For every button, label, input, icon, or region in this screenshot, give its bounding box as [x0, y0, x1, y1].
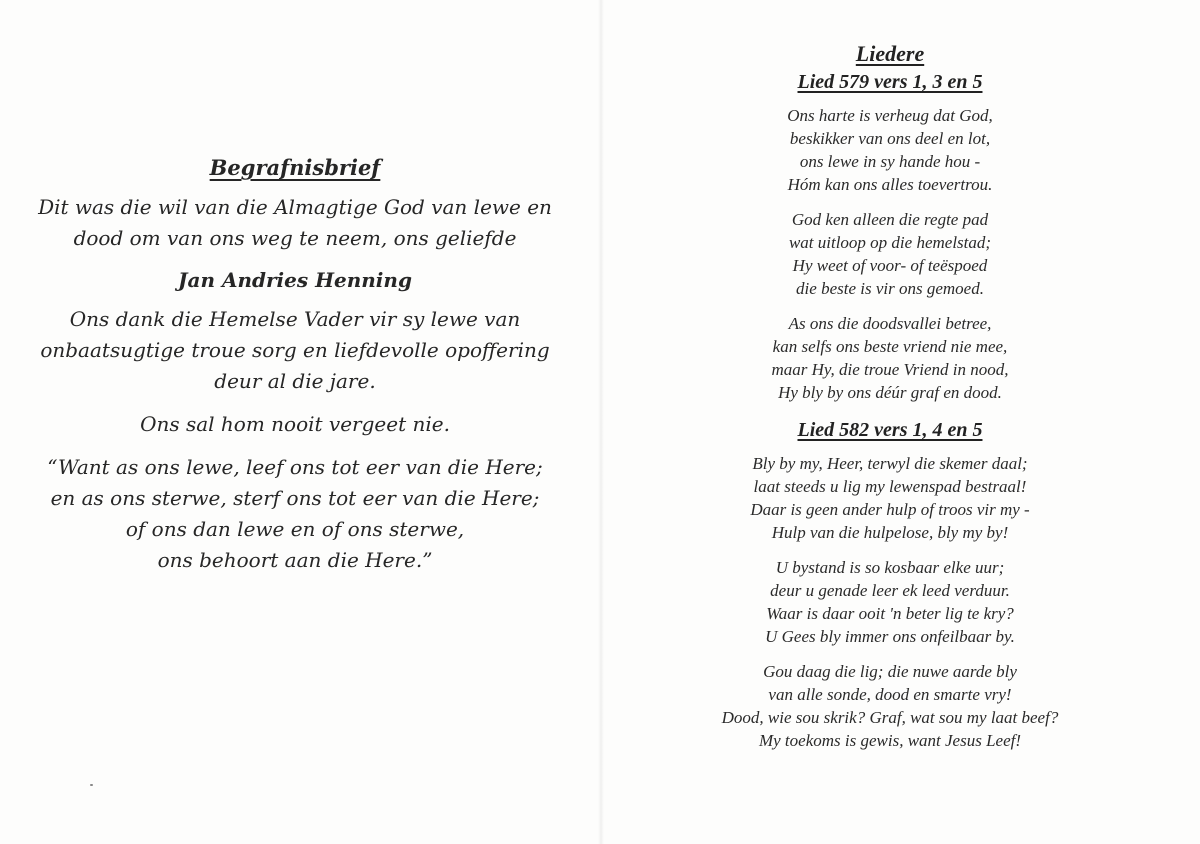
thanks-line: Ons dank die Hemelse Vader vir sy lewe van [69, 307, 521, 331]
verse-line: Hóm kan ons alles toevertrou. [787, 175, 993, 194]
verse-line: U bystand is so kosbaar elke uur; [775, 558, 1005, 577]
verse-line: beskikker van ons deel en lot, [789, 129, 991, 148]
verse-line: As ons die doodsvallei betree, [788, 314, 992, 333]
paper-speck [90, 784, 93, 786]
hymns-title: Liedere [855, 41, 925, 66]
verse-line: Gou daag die lig; die nuwe aarde bly [763, 662, 1017, 681]
hymn-heading: Lied 579 vers 1, 3 en 5 [797, 71, 983, 93]
thanks-paragraph [30, 304, 560, 397]
intro-paragraph [30, 192, 560, 254]
stanza [670, 660, 1110, 752]
verse-line: Dood, wie sou skrik? Graf, wat sou my laat beef? [721, 708, 1059, 727]
thanks-line: onbaatsugtige troue sorg en liefdevolle opoffering [40, 338, 550, 362]
verse-line: U Gees bly immer ons onfeilbaar by. [765, 627, 1015, 646]
thanks-line: deur al die jare. [214, 369, 376, 393]
verse-line: wat uitloop op die hemelstad; [788, 233, 992, 252]
verse-line: God ken alleen die regte pad [791, 210, 989, 229]
stanza [670, 556, 1110, 648]
verse-line: My toekoms is gewis, want Jesus Leef! [758, 731, 1022, 750]
verse-line: van alle sonde, dood en smarte vry! [768, 685, 1012, 704]
quote-line: en as ons sterwe, sterf ons tot eer van die Here; [50, 486, 540, 510]
verse-line: Ons harte is verheug dat God, [787, 106, 993, 125]
verse-line: Waar is daar ooit 'n beter lig te kry? [766, 604, 1014, 623]
stanza [670, 104, 1110, 196]
verse-line: kan selfs ons beste vriend nie mee, [772, 337, 1008, 356]
stanza [670, 452, 1110, 544]
verse-line: Daar is geen ander hulp of troos vir my - [750, 500, 1030, 519]
letter-title: Begrafnisbrief [209, 155, 381, 180]
stanza [670, 208, 1110, 300]
quote-line: “Want as ons lewe, leef ons tot eer van die Here; [47, 455, 543, 479]
deceased-name: Jan Andries Henning [178, 268, 412, 292]
scripture-quote [30, 452, 560, 576]
never-forget-line: Ons sal hom nooit vergeet nie. [140, 412, 450, 436]
right-page [600, 0, 1200, 844]
hymns-section [670, 40, 1110, 764]
intro-line: Dit was die wil van die Almagtige God van lewe en [38, 195, 552, 219]
verse-line: Hy weet of voor- of teëspoed [792, 256, 988, 275]
verse-line: Hy bly by ons déúr graf en dood. [778, 383, 1002, 402]
quote-line: of ons dan lewe en of ons sterwe, [125, 517, 465, 541]
hymn-heading: Lied 582 vers 1, 4 en 5 [797, 419, 983, 441]
verse-line: die beste is vir ons gemoed. [796, 279, 984, 298]
stanza [670, 312, 1110, 404]
verse-line: ons lewe in sy hande hou - [799, 152, 981, 171]
verse-line: maar Hy, die troue Vriend in nood, [771, 360, 1009, 379]
verse-line: deur u genade leer ek leed verduur. [770, 581, 1010, 600]
verse-line: Hulp van die hulpelose, bly my by! [771, 523, 1009, 542]
verse-line: Bly by my, Heer, terwyl die skemer daal; [752, 454, 1028, 473]
funeral-letter [30, 155, 560, 588]
quote-line: ons behoort aan die Here.” [157, 548, 433, 572]
verse-line: laat steeds u lig my lewenspad bestraal! [753, 477, 1027, 496]
intro-line: dood om van ons weg te neem, ons geliefde [73, 226, 517, 250]
